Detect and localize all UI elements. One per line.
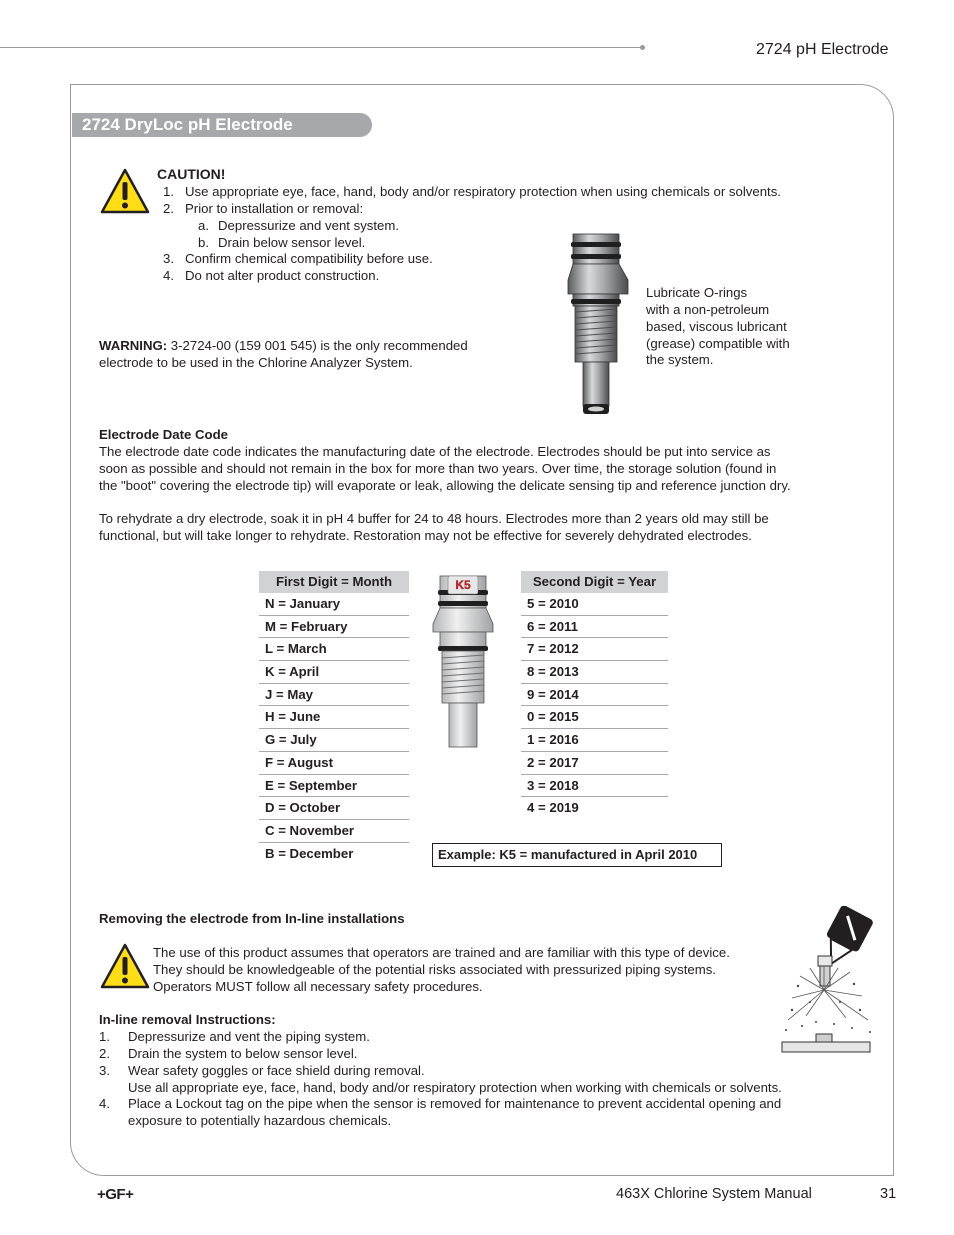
month-row: K = April: [259, 661, 409, 684]
removal-warning-icon: [100, 943, 150, 989]
month-row: E = September: [259, 775, 409, 798]
year-row: 6 = 2011: [521, 616, 668, 639]
footer-logo: +GF+: [97, 1186, 134, 1203]
step-num-1: 1.: [99, 1029, 110, 1044]
caution-num-1: 1.: [163, 184, 174, 199]
date-code-heading: Electrode Date Code: [99, 427, 228, 442]
month-row: N = January: [259, 593, 409, 616]
warning-line-1: [99, 338, 468, 353]
instructions-heading: In-line removal Instructions:: [99, 1012, 276, 1027]
caution-num-3: 3.: [163, 251, 174, 266]
caution-item-2: Prior to installation or removal:: [185, 201, 364, 216]
step-num-2: 2.: [99, 1046, 110, 1061]
lubricate-line-5: the system.: [646, 352, 714, 367]
year-row: 5 = 2010: [521, 593, 668, 616]
caution-num-4: 4.: [163, 268, 174, 283]
lubricate-line-1: Lubricate O-rings: [646, 285, 748, 300]
month-row: L = March: [259, 638, 409, 661]
date-code-para1-line1: The electrode date code indicates the manufacturing date of the electrode. Electrodes should be put into service as: [99, 444, 771, 459]
date-code-para1-line3: the "boot" covering the electrode tip) will evaporate or leak, allowing the delicate sensing tip and reference junction dry.: [99, 478, 791, 493]
caution-title: CAUTION!: [157, 166, 226, 182]
month-table-header: First Digit = Month: [259, 571, 409, 593]
month-row: H = June: [259, 706, 409, 729]
month-row: B = December: [265, 845, 354, 861]
caution-item-4: Do not alter product construction.: [185, 268, 380, 283]
electrode-illustration: [566, 232, 632, 418]
year-row: 3 = 2018: [521, 775, 668, 798]
date-code-electrode-illustration: [430, 574, 496, 750]
removal-notice-line-2: They should be knowledgeable of the potential risks associated with pressurized piping systems.: [153, 962, 716, 977]
warning-label: WARNING:: [99, 338, 168, 353]
year-row: 9 = 2014: [521, 684, 668, 707]
step-text-3-cont: Use all appropriate eye, face, hand, body and/or respiratory protection when working with chemicals or solvents.: [128, 1080, 782, 1095]
caution-item-2a: Depressurize and vent system.: [218, 218, 400, 233]
year-row: 8 = 2013: [521, 661, 668, 684]
step-num-3: 3.: [99, 1063, 110, 1078]
month-row: G = July: [259, 729, 409, 752]
caution-item-1: Use appropriate eye, face, hand, body and/or respiratory protection when using chemicals or solvents.: [185, 184, 781, 199]
step-text-1: Depressurize and vent the piping system.: [128, 1029, 370, 1044]
year-row: 0 = 2015: [521, 706, 668, 729]
lubricate-line-3: based, viscous lubricant: [646, 319, 787, 334]
caution-item-2b: Drain below sensor level.: [218, 235, 366, 250]
year-table: [521, 571, 668, 820]
year-row: 7 = 2012: [521, 638, 668, 661]
month-row: C = November: [259, 820, 409, 843]
footer-page-number: 31: [880, 1186, 897, 1202]
year-row: 2 = 2017: [521, 752, 668, 775]
caution-warning-icon: [100, 168, 150, 214]
step-text-2: Drain the system to below sensor level.: [128, 1046, 358, 1061]
removal-notice-line-3: Operators MUST follow all necessary safety procedures.: [153, 979, 483, 994]
header-rule: [0, 47, 642, 48]
year-row: 4 = 2019: [527, 800, 579, 816]
month-row: M = February: [259, 616, 409, 639]
date-code-para2-line2: functional, but will take longer to rehydrate. Restoration may not be effective for severely dehydrated electrodes.: [99, 528, 752, 543]
example-box: Example: K5 = manufactured in April 2010: [432, 843, 722, 867]
date-code-para2-line1: To rehydrate a dry electrode, soak it in pH 4 buffer for 24 to 48 hours. Electrodes more than 2 years old may still be: [99, 511, 769, 526]
step-text-4: Place a Lockout tag on the pipe when the sensor is removed for maintenance to prevent accidental opening and: [128, 1096, 782, 1111]
removal-heading: Removing the electrode from In-line installations: [99, 911, 405, 926]
lubricate-line-4: (grease) compatible with: [646, 336, 790, 351]
lubricate-line-2: with a non-petroleum: [646, 302, 770, 317]
pressurized-pipe-hazard-illustration: [780, 906, 876, 1058]
month-row: J = May: [259, 684, 409, 707]
step-text-4-cont: exposure to potentially hazardous chemicals.: [128, 1113, 392, 1128]
header-rule-dot: [640, 45, 645, 50]
caution-item-3: Confirm chemical compatibility before use.: [185, 251, 433, 266]
header-title: 2724 pH Electrode: [756, 41, 889, 58]
caution-num-2b: b.: [198, 235, 209, 250]
year-table-header: Second Digit = Year: [521, 571, 668, 593]
month-row: F = August: [259, 752, 409, 775]
step-text-3: Wear safety goggles or face shield during removal.: [128, 1063, 425, 1078]
caution-num-2a: a.: [198, 218, 209, 233]
month-table: [259, 571, 409, 865]
caution-num-2: 2.: [163, 201, 174, 216]
removal-notice-line-1: The use of this product assumes that operators are trained and are familiar with this type of device.: [153, 945, 730, 960]
step-num-4: 4.: [99, 1096, 110, 1111]
warning-text-1: 3-2724-00 (159 001 545) is the only recommended: [167, 338, 468, 353]
year-row: 1 = 2016: [521, 729, 668, 752]
date-code-label: K5: [455, 578, 471, 592]
date-code-para1-line2: soon as possible and should not remain in the box for more than two years. Over time, the storage solution (found in: [99, 461, 777, 476]
section-title: 2724 DryLoc pH Electrode: [72, 113, 372, 137]
footer-manual-title: 463X Chlorine System Manual: [616, 1186, 812, 1202]
month-row: D = October: [259, 797, 409, 820]
warning-line-2: electrode to be used in the Chlorine Analyzer System.: [99, 355, 413, 370]
